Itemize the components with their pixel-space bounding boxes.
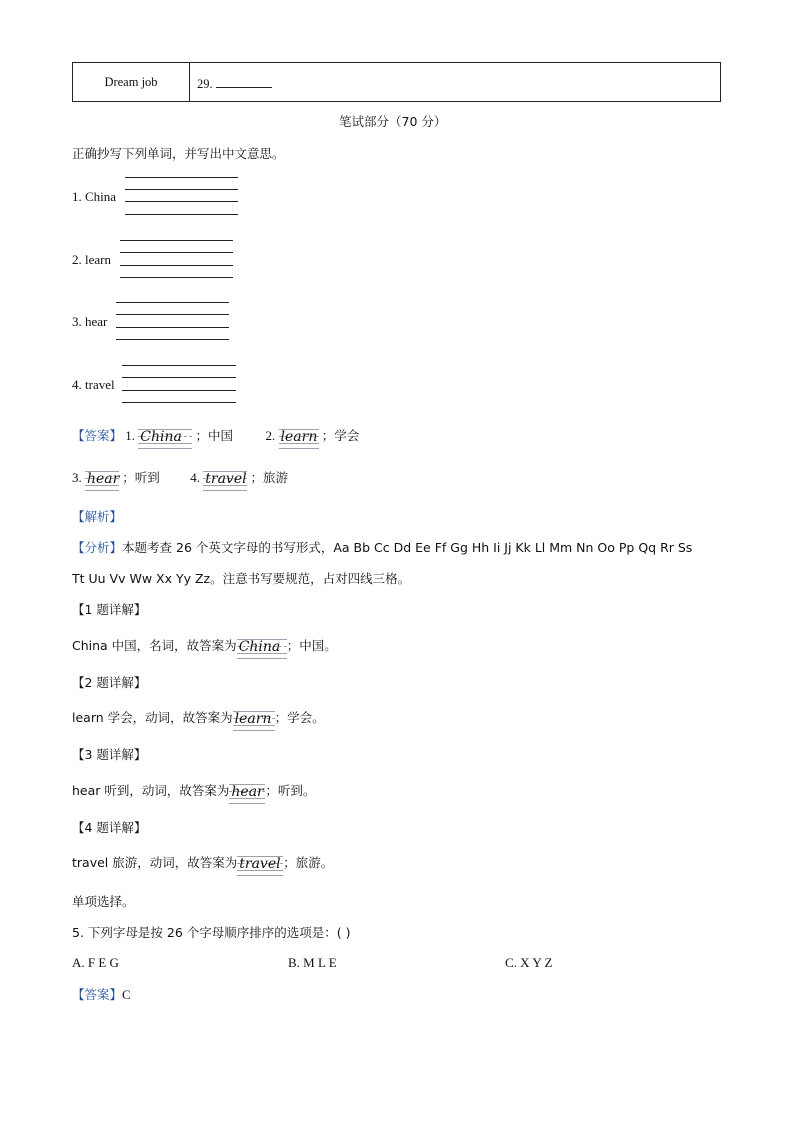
handwriting-box	[85, 469, 119, 489]
question-number: 29.	[197, 77, 213, 91]
detail-title-1: 【1 题详解】	[72, 602, 147, 617]
answer-word-4: travel	[205, 471, 247, 488]
analysis-label: 【解析】	[72, 509, 123, 524]
answer-num-3: 3.	[72, 470, 82, 485]
handwriting-box	[138, 427, 192, 447]
answer-value: C	[122, 987, 131, 1002]
answer-row-2	[72, 468, 288, 489]
handwriting-box	[203, 469, 247, 489]
answer-row-1	[72, 426, 359, 447]
answer-meaning-3: ；听到	[122, 470, 160, 485]
answer-num-1: 1.	[125, 428, 136, 443]
table-cell-label: Dream job	[73, 63, 190, 101]
answer-meaning-4: ；旅游	[250, 470, 289, 485]
answer-meaning-2: ；学会	[321, 428, 360, 443]
table-cell-answer	[197, 63, 272, 101]
answer-num-2: 2.	[265, 428, 276, 443]
answer-word-1: China	[140, 429, 182, 446]
detail-title-4: 【4 题详解】	[72, 820, 147, 835]
detail-line-2: learn 学会，动词，故答案为 learn ；学会。	[72, 708, 325, 729]
answer-label: 【答案】	[72, 987, 123, 1002]
option-b: B. M L E	[288, 955, 337, 970]
word-label-4: 4. travel	[72, 377, 115, 392]
dream-job-table	[72, 62, 721, 102]
q5-answer	[72, 985, 131, 1003]
instruction-text: 正确抄写下列单词，并写出中文意思。	[72, 146, 285, 161]
question-5-stem: 5. 下列字母是按 26 个字母顺序排序的选项是：( )	[72, 925, 351, 940]
handwriting-box: learn	[233, 709, 275, 729]
handwriting-box	[279, 427, 319, 447]
handwriting-box: hear	[229, 782, 265, 802]
analysis-tag: 【分析】	[72, 540, 123, 555]
handwriting-box: China	[237, 637, 287, 657]
analysis-line-2: Tt Uu Vv Ww Xx Yy Zz。注意书写要规范，占对四线三格。	[72, 571, 411, 586]
section-title: 笔试部分（70 分）	[339, 114, 447, 129]
detail-line-1: China 中国，名词，故答案为 China ；中国。	[72, 636, 337, 657]
analysis-line-1: 【分析】本题考查 26 个英文字母的书写形式，Aa Bb Cc Dd Ee Ff Gg Hh Ii Jj Kk Ll Mm Nn Oo Pp Qq Rr Ss	[72, 540, 693, 555]
word-label-3: 3. hear	[72, 314, 108, 329]
answer-num-4: 4.	[190, 470, 201, 485]
detail-title-2: 【2 题详解】	[72, 675, 147, 690]
answer-blank	[216, 75, 272, 88]
handwriting-box: travel	[237, 854, 283, 874]
answer-meaning-1: ；中国	[195, 428, 234, 443]
single-choice-heading: 单项选择。	[72, 894, 135, 909]
word-label-2: 2. learn	[72, 252, 111, 267]
detail-line-3: hear 听到，动词，故答案为 hear ；听到。	[72, 781, 315, 802]
detail-line-4: travel 旅游，动词，故答案为 travel ；旅游。	[72, 853, 333, 874]
detail-title-3: 【3 题详解】	[72, 747, 147, 762]
option-c: C. X Y Z	[505, 955, 553, 970]
word-label-1: 1. China	[72, 189, 117, 204]
answer-label: 【答案】	[72, 428, 123, 443]
option-a: A. F E G	[72, 955, 119, 970]
answer-word-2: learn	[280, 429, 318, 446]
answer-word-3: hear	[87, 471, 120, 488]
